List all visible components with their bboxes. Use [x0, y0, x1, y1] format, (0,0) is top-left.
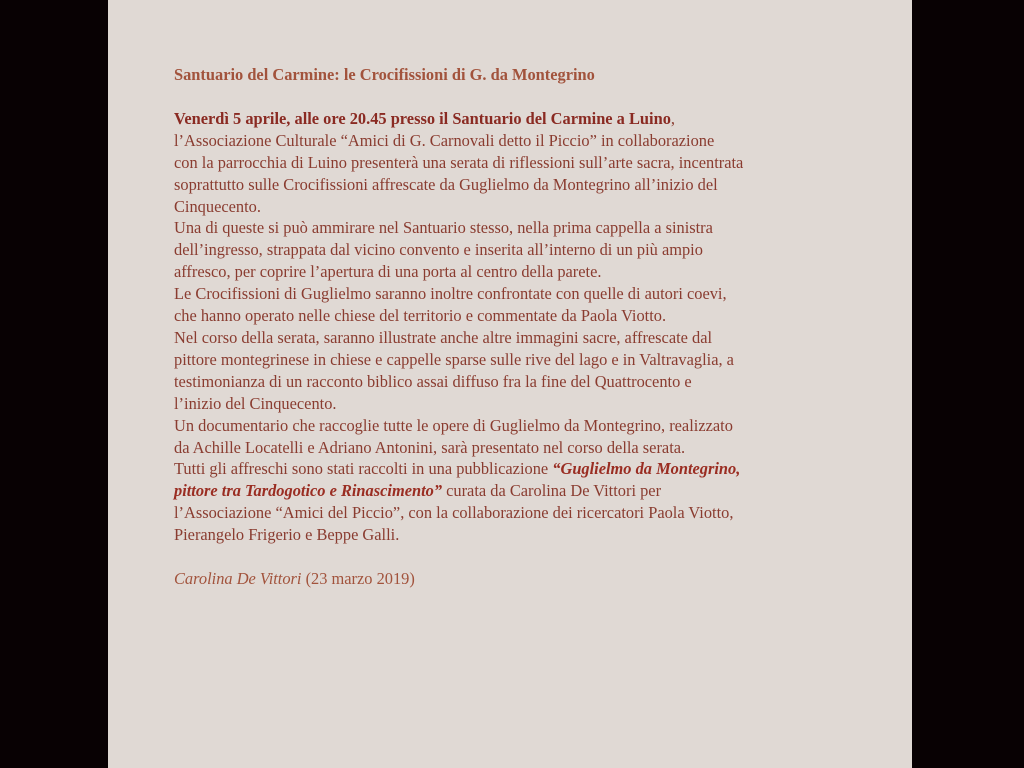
- signature-date: (23 marzo 2019): [301, 569, 415, 589]
- p6-line-2-text: curata da Carolina De Vittori per: [442, 481, 662, 501]
- paragraph-intro: [174, 108, 838, 218]
- paragraph-4: [174, 327, 838, 415]
- paragraph-3: [174, 283, 838, 327]
- paragraph-5: [174, 415, 838, 459]
- document-content: [174, 64, 838, 590]
- intro-line-4: soprattutto sulle Crocifissioni affrescate da Guglielmo da Montegrino all’inizio del: [174, 174, 718, 194]
- p5-line-2: da Achille Locatelli e Adriano Antonini, sarà presentato nel corso della serata.: [174, 437, 686, 457]
- p2-line-1: Una di queste si può ammirare nel Santuario stesso, nella prima cappella a sinistra: [174, 218, 713, 238]
- book-title-part-2: pittore tra Tardogotico e Rinascimento”: [174, 481, 443, 501]
- document-title: Santuario del Carmine: le Crocifissioni di G. da Montegrino: [174, 65, 595, 84]
- p4-line-4: l’inizio del Cinquecento.: [174, 393, 337, 413]
- p4-line-1: Nel corso della serata, saranno illustrate anche altre immagini sacre, affrescate dal: [174, 327, 713, 347]
- article-body: [174, 108, 838, 546]
- signature: [174, 568, 838, 590]
- p4-line-3: testimonianza di un racconto biblico assai diffuso fra la fine del Quattrocento e: [174, 371, 692, 391]
- p6-line-2: [174, 480, 838, 502]
- p6-line-3: l’Associazione “Amici del Piccio”, con la collaborazione dei ricercatori Paola Viotto,: [174, 503, 734, 523]
- book-title-part-1: “Guglielmo da Montegrino,: [552, 459, 741, 479]
- p5-line-1: Un documentario che raccoglie tutte le opere di Guglielmo da Montegrino, realizzato: [174, 415, 733, 435]
- p6-line-1-text: Tutti gli affreschi sono stati raccolti in una pubblicazione: [174, 459, 553, 479]
- paragraph-6: [174, 458, 838, 546]
- lead-tail: ,: [670, 108, 675, 128]
- intro-line-1: [174, 108, 838, 130]
- page: [108, 0, 912, 768]
- event-lead: Venerdì 5 aprile, alle ore 20.45 presso il Santuario del Carmine a Luino: [174, 108, 671, 128]
- author-name: Carolina De Vittori: [174, 569, 302, 589]
- intro-line-5: Cinquecento.: [174, 196, 261, 216]
- p6-line-4: Pierangelo Frigerio e Beppe Galli.: [174, 525, 400, 545]
- p4-line-2: pittore montegrinese in chiese e cappelle sparse sulle rive del lago e in Valtravaglia, a: [174, 349, 734, 369]
- p3-line-2: che hanno operato nelle chiese del territorio e commentate da Paola Viotto.: [174, 306, 667, 326]
- intro-line-2: l’Associazione Culturale “Amici di G. Carnovali detto il Piccio” in collaborazione: [174, 130, 715, 150]
- p6-line-1: [174, 458, 838, 480]
- p2-line-2: dell’ingresso, strappata dal vicino convento e inserita all’interno di un più ampio: [174, 240, 703, 260]
- p2-line-3: affresco, per coprire l’apertura di una porta al centro della parete.: [174, 262, 602, 282]
- paragraph-2: [174, 217, 838, 283]
- p3-line-1: Le Crocifissioni di Guglielmo saranno inoltre confrontate con quelle di autori coevi,: [174, 284, 727, 304]
- intro-line-3: con la parrocchia di Luino presenterà una serata di riflessioni sull’arte sacra, incentrata: [174, 152, 744, 172]
